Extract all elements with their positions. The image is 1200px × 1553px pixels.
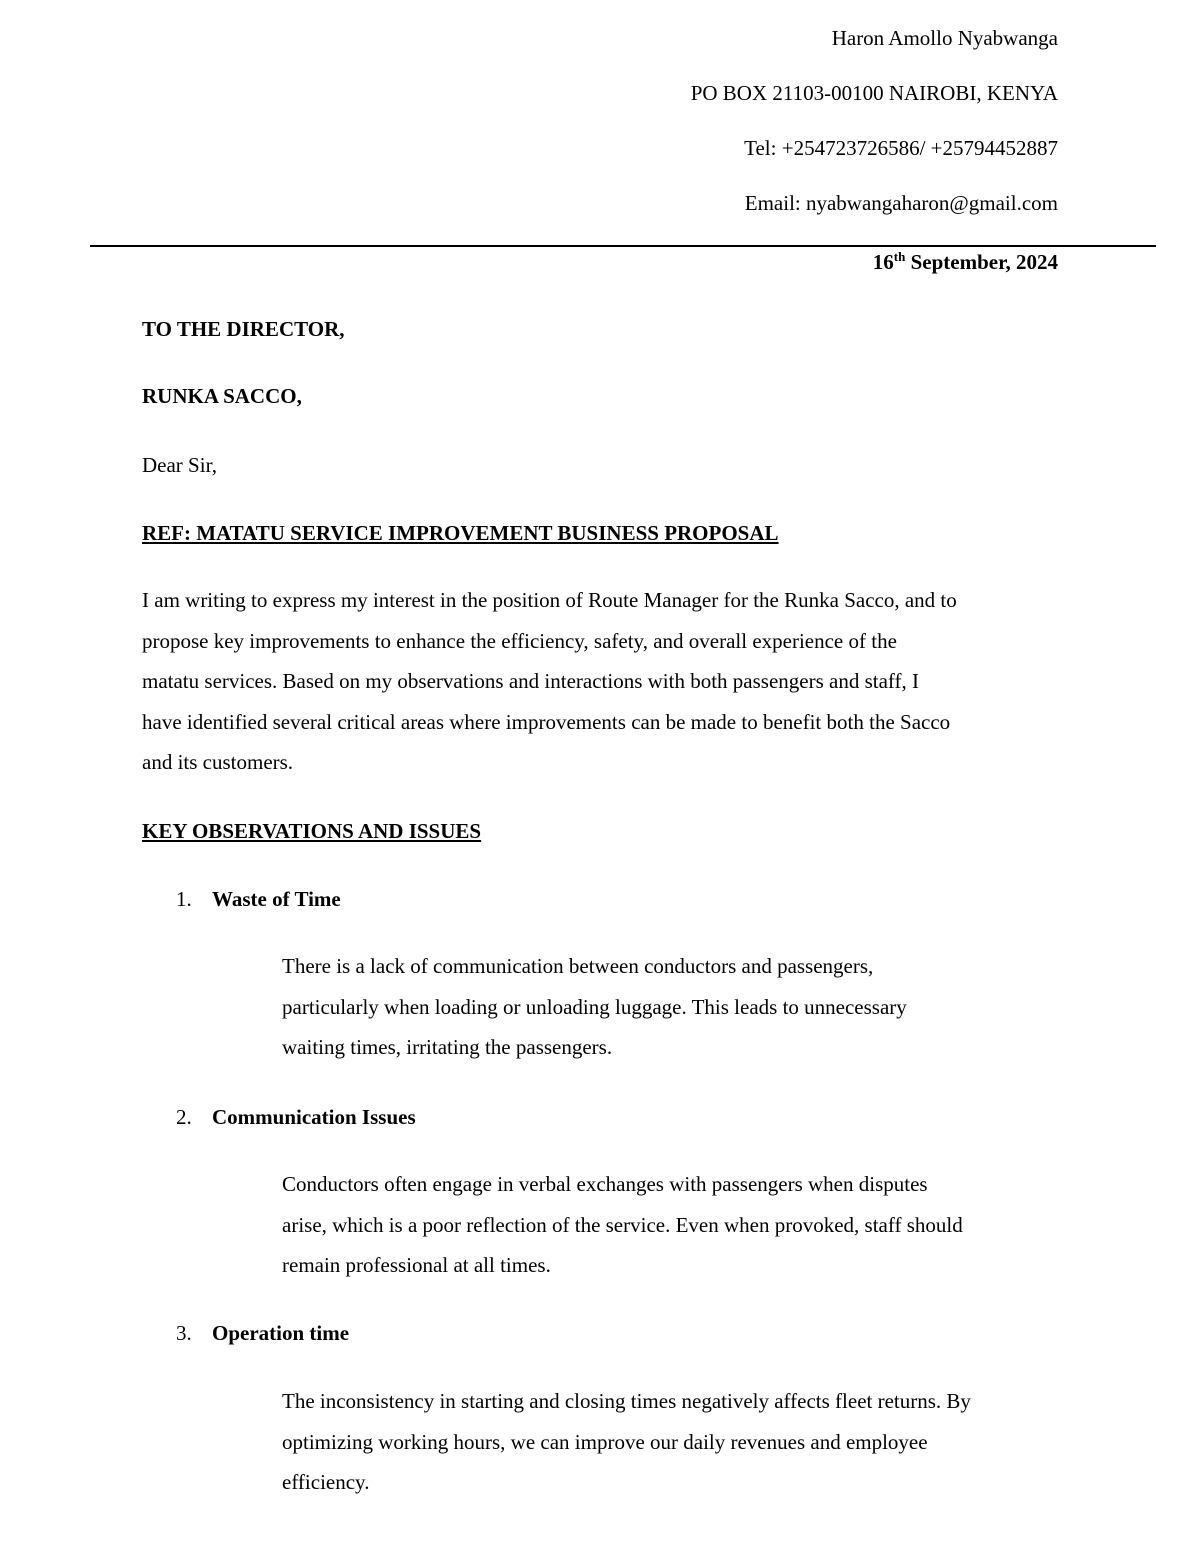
observation-item — [176, 1321, 349, 1346]
observation-line: waiting times, irritating the passengers. — [282, 1035, 613, 1059]
intro-line: I am writing to express my interest in the position of Route Manager for the Runka Sacco, and to — [142, 588, 957, 612]
observation-line: particularly when loading or unloading luggage. This leads to unnecessary — [282, 994, 907, 1019]
observation-line: The inconsistency in starting and closing times negatively affects fleet returns. By — [282, 1389, 971, 1413]
observation-title: Waste of Time — [212, 887, 341, 911]
observation-line: Conductors often engage in verbal exchanges with passengers when disputes — [282, 1172, 928, 1196]
observation-line: remain professional at all times. — [282, 1253, 551, 1277]
intro-line: have identified several critical areas where improvements can be made to benefit both the Sacco — [142, 709, 951, 734]
observation-number: 3. — [176, 1321, 192, 1345]
sender-email: Email: nyabwangaharon@gmail.com — [744, 191, 1058, 215]
date-rest: September, 2024 — [905, 250, 1058, 274]
date-suffix: th — [893, 249, 906, 264]
sender-block — [691, 28, 1058, 248]
observations-heading: KEY OBSERVATIONS AND ISSUES — [142, 819, 482, 843]
intro-line: matatu services. Based on my observations and interactions with both passengers and staff, I — [142, 669, 920, 693]
recipient-line-1: TO THE DIRECTOR, — [142, 317, 345, 341]
intro-paragraph — [142, 580, 1072, 783]
observation-body — [282, 946, 1072, 1068]
observation-line: arise, which is a poor reflection of the service. Even when provoked, staff should — [282, 1212, 963, 1237]
sender-address: PO BOX 21103-00100 NAIROBI, KENYA — [690, 81, 1058, 105]
date-day: 16 — [872, 250, 894, 274]
observation-title: Communication Issues — [212, 1105, 416, 1129]
salutation: Dear Sir, — [142, 453, 217, 477]
observation-item — [176, 1105, 416, 1130]
recipient-line-2: RUNKA SACCO, — [142, 384, 302, 408]
intro-line: propose key improvements to enhance the efficiency, safety, and overall experience of the — [142, 628, 897, 653]
header-divider — [90, 245, 1156, 247]
intro-line: and its customers. — [142, 750, 294, 774]
observation-line: optimizing working hours, we can improve our daily revenues and employee — [282, 1429, 928, 1454]
sender-tel: Tel: +254723726586/ +25794452887 — [744, 136, 1058, 160]
observation-number: 2. — [176, 1105, 192, 1129]
ref-heading: REF: MATATU SERVICE IMPROVEMENT BUSINESS PROPOSAL — [142, 521, 779, 545]
observation-line: There is a lack of communication between conductors and passengers, — [282, 954, 874, 978]
observation-title: Operation time — [212, 1321, 350, 1345]
observation-body — [282, 1164, 1072, 1286]
observation-item — [176, 887, 341, 912]
letter-date — [873, 250, 1058, 275]
observation-number: 1. — [176, 887, 192, 911]
observation-body — [282, 1381, 1072, 1503]
sender-name: Haron Amollo Nyabwanga — [831, 26, 1058, 50]
observation-line: efficiency. — [282, 1470, 370, 1494]
